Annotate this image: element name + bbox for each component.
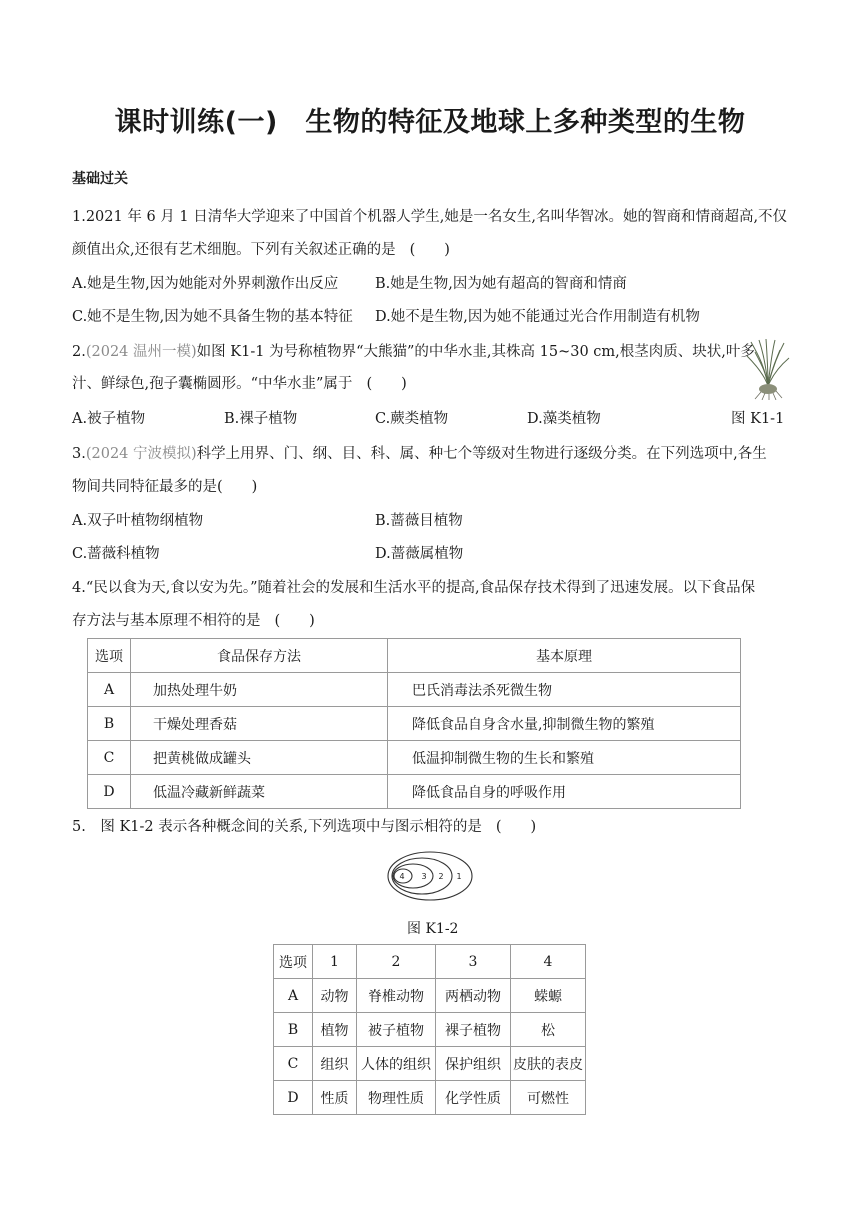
table-cell: 降低食品自身的呼吸作用 — [388, 775, 741, 809]
table-cell: 化学性质 — [436, 1081, 511, 1115]
q1-stem-line2 — [72, 240, 450, 260]
table-cell: 低温冷藏新鲜蔬菜 — [131, 775, 388, 809]
table-row — [88, 707, 741, 741]
table-header-row — [274, 945, 586, 979]
table-cell: B — [88, 707, 131, 741]
table-cell: 可燃性 — [511, 1081, 586, 1115]
q2-stem-line1 — [72, 342, 755, 362]
table-cell: 物理性质 — [357, 1081, 436, 1115]
table-cell: 干燥处理香菇 — [131, 707, 388, 741]
table-cell: C — [274, 1047, 313, 1081]
table-cell: 裸子植物 — [436, 1013, 511, 1047]
table-cell: 性质 — [313, 1081, 357, 1115]
table-cell: 把黄桃做成罐头 — [131, 741, 388, 775]
q5-stem — [72, 817, 536, 837]
q2-number: 2. — [72, 344, 86, 360]
table-header-cell: 基本原理 — [388, 639, 741, 673]
q3-option-a: A.双子叶植物纲植物 — [72, 513, 204, 529]
table-cell: 降低食品自身含水量,抑制微生物的繁殖 — [388, 707, 741, 741]
q4-stem-line2 — [72, 611, 315, 631]
q1-option-c: C.她不是生物,因为她不具备生物的基本特征 — [72, 309, 353, 325]
table-row — [274, 979, 586, 1013]
q4-table — [87, 638, 741, 809]
q3-option-c: C.蔷薇科植物 — [72, 546, 160, 562]
q1-stem-text: 颜值出众,还很有艺术细胞。下列有关叙述正确的是 — [72, 242, 396, 258]
page-title: 课时训练(一) 生物的特征及地球上多种类型的生物 — [114, 107, 746, 138]
q1-answer-blank: ( ) — [409, 242, 450, 258]
table-header-cell: 选项 — [88, 639, 131, 673]
q4-stem-text2: 存方法与基本原理不相符的是 — [72, 613, 261, 629]
table-cell: 松 — [511, 1013, 586, 1047]
table-cell: A — [88, 673, 131, 707]
table-row — [88, 775, 741, 809]
table-header-cell: 食品保存方法 — [131, 639, 388, 673]
ellipse-label-2: 2 — [438, 872, 444, 881]
q3-stem-text2: 物间共同特征最多的是 — [72, 479, 217, 495]
q2-option-a: A.被子植物 — [72, 411, 146, 427]
table-cell: 加热处理牛奶 — [131, 673, 388, 707]
table-cell: 动物 — [313, 979, 357, 1013]
table-cell: 组织 — [313, 1047, 357, 1081]
table-row — [274, 1081, 586, 1115]
table-header-row — [88, 639, 741, 673]
table-header-cell: 选项 — [274, 945, 313, 979]
table-cell: B — [274, 1013, 313, 1047]
table-cell: C — [88, 741, 131, 775]
figure-k1-2-caption: 图 K1-2 — [407, 921, 459, 937]
table-cell: 保护组织 — [436, 1047, 511, 1081]
table-header-cell: 4 — [511, 945, 586, 979]
ellipse-label-3: 3 — [421, 872, 427, 881]
table-cell: 巴氏消毒法杀死微生物 — [388, 673, 741, 707]
q5-answer-blank: ( ) — [495, 819, 537, 835]
table-cell: 低温抑制微生物的生长和繁殖 — [388, 741, 741, 775]
table-cell: 脊椎动物 — [357, 979, 436, 1013]
q4-stem-line1: 4.“民以食为天,食以安为先。”随着社会的发展和生活水平的提高,食品保存技术得到了迅速发展。以下食品保 — [72, 580, 756, 596]
figure-k1-1-caption: 图 K1-1 — [731, 411, 785, 427]
q1-option-b: B.她是生物,因为她有超高的智商和情商 — [375, 276, 627, 292]
table-cell: A — [274, 979, 313, 1013]
q2-answer-blank: ( ) — [366, 376, 407, 392]
table-cell: D — [274, 1081, 313, 1115]
ellipse-label-4: 4 — [399, 872, 405, 881]
q1-option-d: D.她不是生物,因为她不能通过光合作用制造有机物 — [375, 309, 700, 325]
table-header-cell: 1 — [313, 945, 357, 979]
q5-stem-text: 5. 图 K1-2 表示各种概念间的关系,下列选项中与图示相符的是 — [72, 819, 482, 835]
q3-option-b: B.蔷薇目植物 — [375, 513, 463, 529]
q2-option-c: C.蕨类植物 — [375, 411, 449, 427]
q5-table — [273, 944, 586, 1115]
q2-option-b: B.裸子植物 — [224, 411, 298, 427]
q1-stem-line1: 1.2021 年 6 月 1 日清华大学迎来了中国首个机器人学生,她是一名女生,名叫华智冰。她的智商和情商超高,不仅 — [72, 209, 788, 225]
q3-stem-text: 科学上用界、门、纲、目、科、属、种七个等级对生物进行逐级分类。在下列选项中,各生 — [196, 446, 767, 462]
table-row — [88, 673, 741, 707]
table-row — [274, 1013, 586, 1047]
q4-answer-blank: ( ) — [274, 613, 315, 629]
q3-source: (2024 宁波模拟) — [85, 446, 197, 462]
table-header-cell: 2 — [357, 945, 436, 979]
table-cell: 人体的组织 — [357, 1047, 436, 1081]
q2-source: (2024 温州一模) — [85, 344, 197, 360]
table-header-cell: 3 — [436, 945, 511, 979]
table-cell: 被子植物 — [357, 1013, 436, 1047]
q3-stem-line2 — [72, 477, 257, 497]
q2-option-d: D.藻类植物 — [527, 411, 601, 427]
nested-ellipses-diagram — [386, 850, 474, 902]
table-row — [274, 1047, 586, 1081]
ellipse-label-1: 1 — [456, 872, 462, 881]
table-cell: 两栖动物 — [436, 979, 511, 1013]
q3-answer-blank: ( ) — [217, 479, 258, 495]
table-cell: 蝾螈 — [511, 979, 586, 1013]
quillwort-plant-image — [745, 338, 791, 400]
table-cell: D — [88, 775, 131, 809]
q1-option-a: A.她是生物,因为她能对外界刺激作出反应 — [72, 276, 339, 292]
q3-stem-line1 — [72, 444, 767, 464]
table-row — [88, 741, 741, 775]
q2-stem-text2: 汁、鲜绿色,孢子囊椭圆形。“中华水韭”属于 — [72, 376, 353, 392]
table-cell: 植物 — [313, 1013, 357, 1047]
section-heading: 基础过关 — [72, 171, 128, 187]
q3-number: 3. — [72, 446, 86, 462]
table-cell: 皮肤的表皮 — [511, 1047, 586, 1081]
q3-option-d: D.蔷薇属植物 — [375, 546, 464, 562]
q2-stem-text: 如图 K1-1 为号称植物界“大熊猫”的中华水韭,其株高 15~30 cm,根茎肉质、块状,叶多 — [196, 344, 755, 360]
q2-stem-line2 — [72, 374, 407, 394]
